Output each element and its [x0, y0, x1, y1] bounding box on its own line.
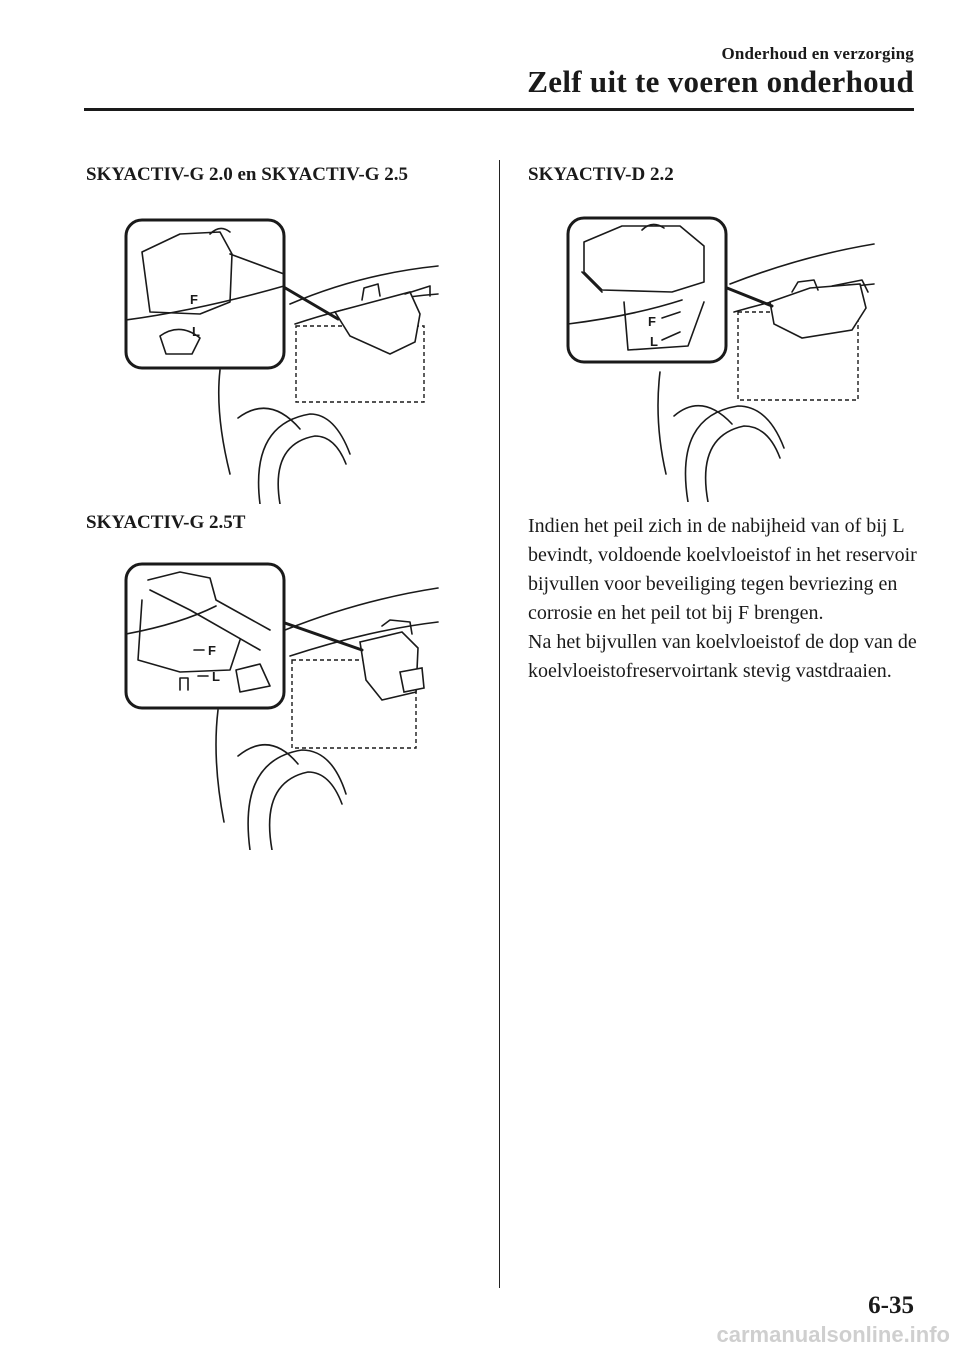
heading-skyactiv-g-2-5t: SKYACTIV-G 2.5T	[86, 512, 246, 533]
mark-full: F	[190, 292, 198, 307]
mark-full: F	[648, 314, 656, 329]
column-divider	[499, 160, 500, 1288]
mark-low: L	[212, 669, 220, 684]
section-label: Onderhoud en verzorging	[721, 44, 914, 63]
heading-skyactiv-g-2-0-2-5: SKYACTIV-G 2.0 en SKYACTIV-G 2.5	[86, 164, 408, 185]
page-title: Zelf uit te voeren onderhoud	[527, 64, 914, 99]
illustration-reservoir-d22	[562, 212, 882, 502]
paragraph-level-instruction: Indien het peil zich in de nabijheid van of bij L bevindt, voldoende koelvloeistof in het reservoir bijvullen voor beveiliging tegen bevriezing en corrosie en het peil tot bij F brengen.	[528, 515, 917, 624]
illustration-reservoir-g25t	[120, 560, 440, 850]
watermark-link[interactable]: carmanualsonline.info	[716, 1322, 950, 1347]
illustration-reservoir-g20-g25	[120, 214, 440, 504]
paragraph-cap-instruction: Na het bijvullen van koelvloeistof de dop van de koelvloeistofreservoirtank stevig vastdraaien.	[528, 631, 917, 682]
heading-skyactiv-d-2-2: SKYACTIV-D 2.2	[528, 164, 674, 185]
header-rule	[84, 108, 914, 111]
body-text	[528, 512, 928, 686]
mark-low: L	[650, 334, 658, 349]
page-number: 6-35	[868, 1292, 914, 1319]
mark-full: F	[208, 643, 216, 658]
mark-low: L	[192, 324, 200, 339]
